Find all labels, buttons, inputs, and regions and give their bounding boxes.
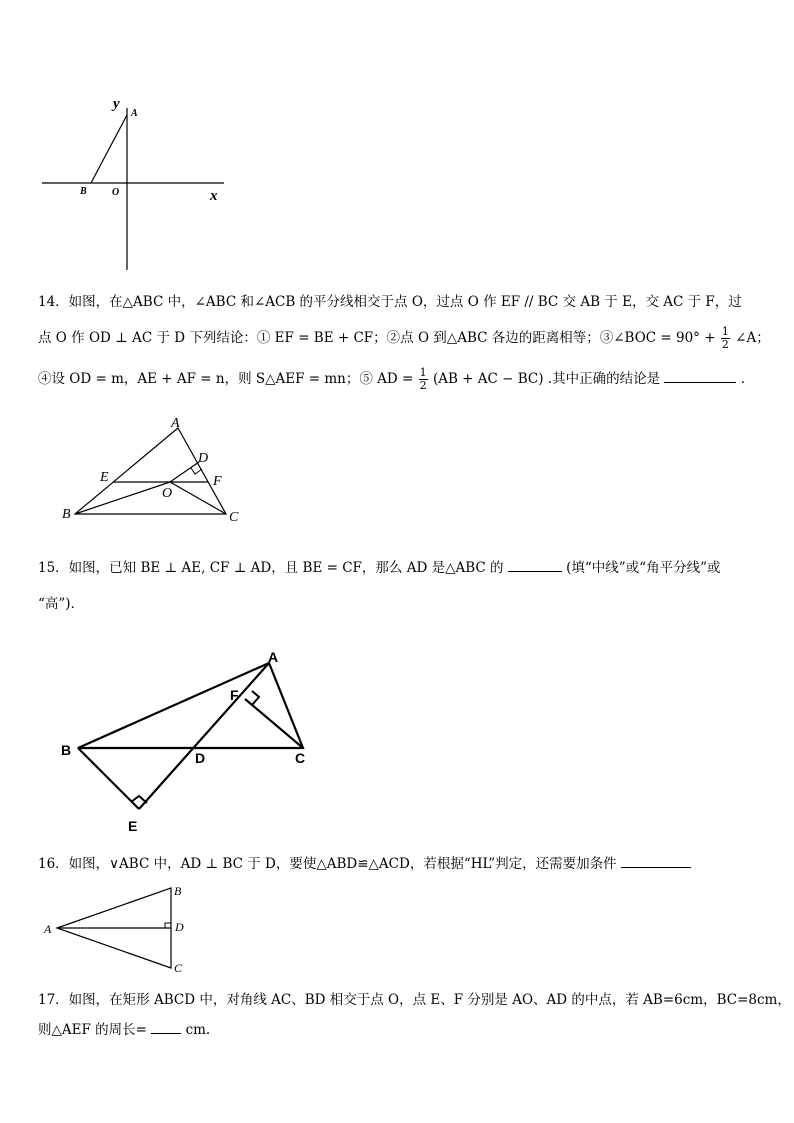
label-f: F	[230, 687, 239, 703]
right-angle-f	[252, 691, 259, 705]
label-f: F	[213, 474, 222, 489]
label-b: B	[61, 742, 72, 758]
label-point-o: O	[112, 187, 120, 198]
q14-line-3	[38, 367, 745, 392]
q14-fraction-half	[721, 326, 730, 351]
q17-line-2-text: 则△AEF 的周长=	[38, 1022, 147, 1038]
label-a: A	[44, 922, 52, 936]
segment-od	[170, 462, 199, 482]
q17-answer-blank[interactable]	[151, 1033, 181, 1034]
label-c: C	[174, 961, 183, 975]
q15-line-1-text: 15．如图，已知 BE ⊥ AE, CF ⊥ AD，且 BE = CF，那么 AD 是△ABC 的	[38, 560, 504, 576]
q14-fraction-den: 2	[721, 338, 729, 351]
label-e: E	[128, 818, 138, 834]
q14-fraction-den-2: 2	[419, 379, 427, 392]
right-angle-d	[165, 923, 171, 928]
q16-answer-blank[interactable]	[621, 867, 691, 868]
label-d: D	[198, 451, 209, 466]
q14-line-3-mid: (AB + AC − BC) .其中正确的结论是	[432, 371, 661, 387]
q16-line-1	[38, 852, 691, 872]
label-a: A	[268, 649, 279, 665]
q17-line-2-end: cm.	[185, 1022, 211, 1038]
label-d: D	[195, 750, 206, 766]
q14-line-3-end: .	[740, 371, 745, 387]
q17-line-2	[38, 1018, 210, 1038]
label-e: E	[100, 470, 109, 485]
label-point-b: B	[80, 186, 87, 197]
q14-line-3-text: ④设 OD = m，AE + AF = n，则 S△AEF = mn；⑤ AD =	[38, 371, 414, 387]
label-y-axis: y	[113, 96, 120, 112]
label-point-a: A	[131, 108, 138, 119]
q15-line-1	[38, 556, 720, 576]
q14-fraction-half-2	[419, 367, 428, 392]
q14-fraction-num: 1	[721, 325, 729, 338]
q14-line-2-end: ∠A；	[735, 330, 770, 346]
q14-line-2-text: 点 O 作 OD ⊥ AC 于 D 下列结论：① EF = BE + CF；②点 O 到△ABC 各边的距离相等；③∠BOC = 90° +	[38, 330, 716, 346]
label-b: B	[174, 884, 182, 898]
q15-answer-blank[interactable]	[508, 571, 562, 572]
q14-fraction-num-2: 1	[419, 366, 427, 379]
label-o: O	[162, 486, 173, 501]
label-d: D	[175, 920, 184, 934]
q14-line-1: 14．如图，在△ABC 中，∠ABC 和∠ACB 的平分线相交于点 O，过点 O 作 EF // BC 交 AB 于 E，交 AC 于 F，过	[38, 294, 742, 310]
segment-ba	[91, 115, 127, 183]
figure-q15-triangle	[55, 645, 325, 835]
q14-line-2	[38, 326, 770, 351]
segment-ae	[139, 663, 269, 809]
label-c: C	[229, 510, 239, 525]
triangle-abc	[78, 663, 303, 748]
bisector-bo	[75, 482, 173, 514]
q15-line-2: “高”)．	[38, 596, 85, 612]
label-c: C	[295, 750, 306, 766]
q16-line-1-text: 16．如图，∨ABC 中，AD ⊥ BC 于 D，要使△ABD≌△ACD，若根据“HL”判定，还需要加条件	[38, 856, 617, 872]
q17-line-1: 17．如图，在矩形 ABCD 中，对角线 AC、BD 相交于点 O，点 E、F 分别是 AO、AD 的中点，若 AB=6cm，BC=8cm，	[38, 992, 791, 1008]
label-b: B	[62, 507, 71, 522]
label-x-axis: x	[210, 188, 218, 204]
q14-answer-blank[interactable]	[664, 382, 736, 383]
figure-q13-axes	[38, 90, 238, 275]
segment-be	[78, 748, 139, 809]
q15-line-1-end: (填“中线”或“角平分线”或	[566, 560, 721, 576]
label-a: A	[171, 416, 180, 431]
figure-q14-triangle	[58, 414, 258, 526]
figure-q16-triangle	[38, 880, 198, 980]
